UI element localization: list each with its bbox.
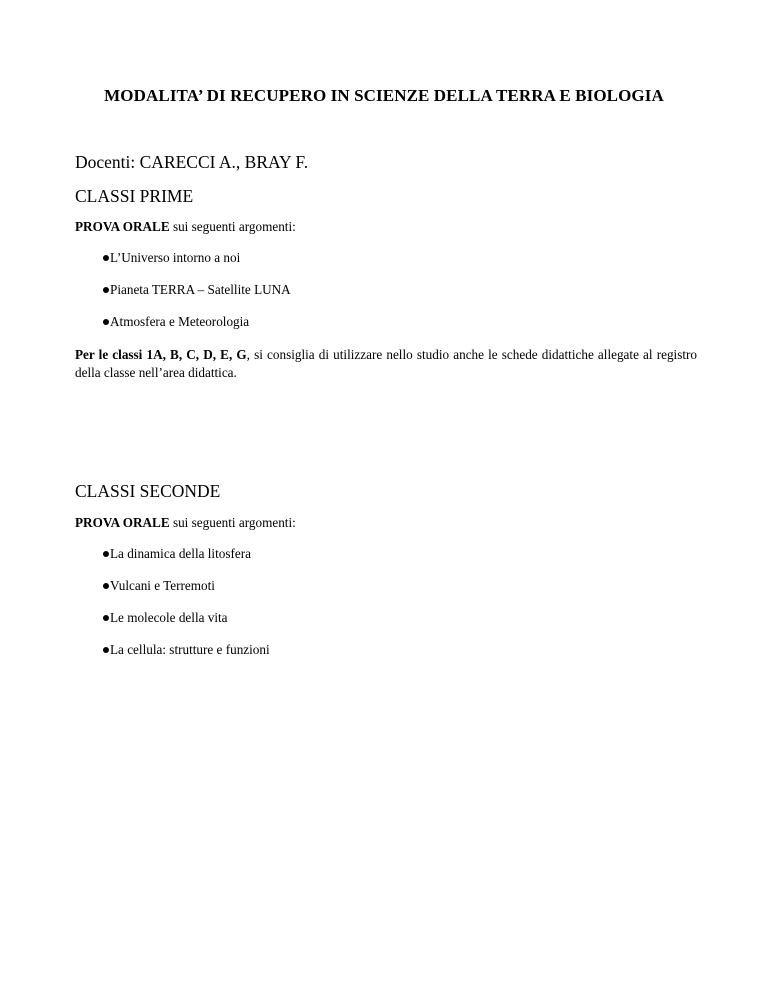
list-item (75, 642, 270, 674)
intro-rest-seconde: sui seguenti argomenti: (169, 515, 296, 530)
list-item (75, 610, 270, 642)
intro-bold-prime: PROVA ORALE (75, 219, 170, 234)
list-item-text: La dinamica della litosfera (110, 546, 251, 561)
topic-list-seconde (75, 546, 270, 674)
bullet-icon (103, 647, 109, 653)
list-item (75, 250, 291, 282)
section-note-prime (75, 346, 697, 382)
list-item (75, 282, 291, 314)
list-item (75, 314, 291, 346)
section-heading-seconde: CLASSI SECONDE (75, 481, 221, 501)
bullet-icon (103, 287, 109, 293)
list-item (75, 578, 270, 610)
bullet-icon (103, 319, 109, 325)
list-item-text: Pianeta TERRA – Satellite LUNA (110, 282, 291, 297)
section-intro-seconde (75, 515, 296, 531)
bullet-icon (103, 615, 109, 621)
teachers-line: Docenti: CARECCI A., BRAY F. (75, 152, 309, 172)
intro-rest-prime: sui seguenti argomenti: (169, 219, 296, 234)
section-heading-prime: CLASSI PRIME (75, 186, 194, 206)
list-item-text: La cellula: strutture e funzioni (110, 642, 270, 657)
list-item-text: Vulcani e Terremoti (110, 578, 215, 593)
bullet-icon (103, 583, 109, 589)
list-item-text: Atmosfera e Meteorologia (110, 314, 250, 329)
bullet-icon (103, 255, 109, 261)
bullet-icon (103, 551, 109, 557)
list-item-text: L’Universo intorno a noi (110, 250, 241, 265)
list-item (75, 546, 270, 578)
note-rest-prime: , si consiglia di utilizzare nello studio anche le schede didattiche allegate al registro della classe nell’area didattica. (75, 347, 697, 380)
note-bold-prime: Per le classi 1A, B, C, D, E, G (75, 347, 247, 362)
topic-list-prime (75, 250, 291, 346)
document-title: MODALITA’ DI RECUPERO IN SCIENZE DELLA TERRA E BIOLOGIA (104, 86, 664, 105)
intro-bold-seconde: PROVA ORALE (75, 515, 170, 530)
list-item-text: Le molecole della vita (110, 610, 228, 625)
section-intro-prime (75, 219, 296, 235)
